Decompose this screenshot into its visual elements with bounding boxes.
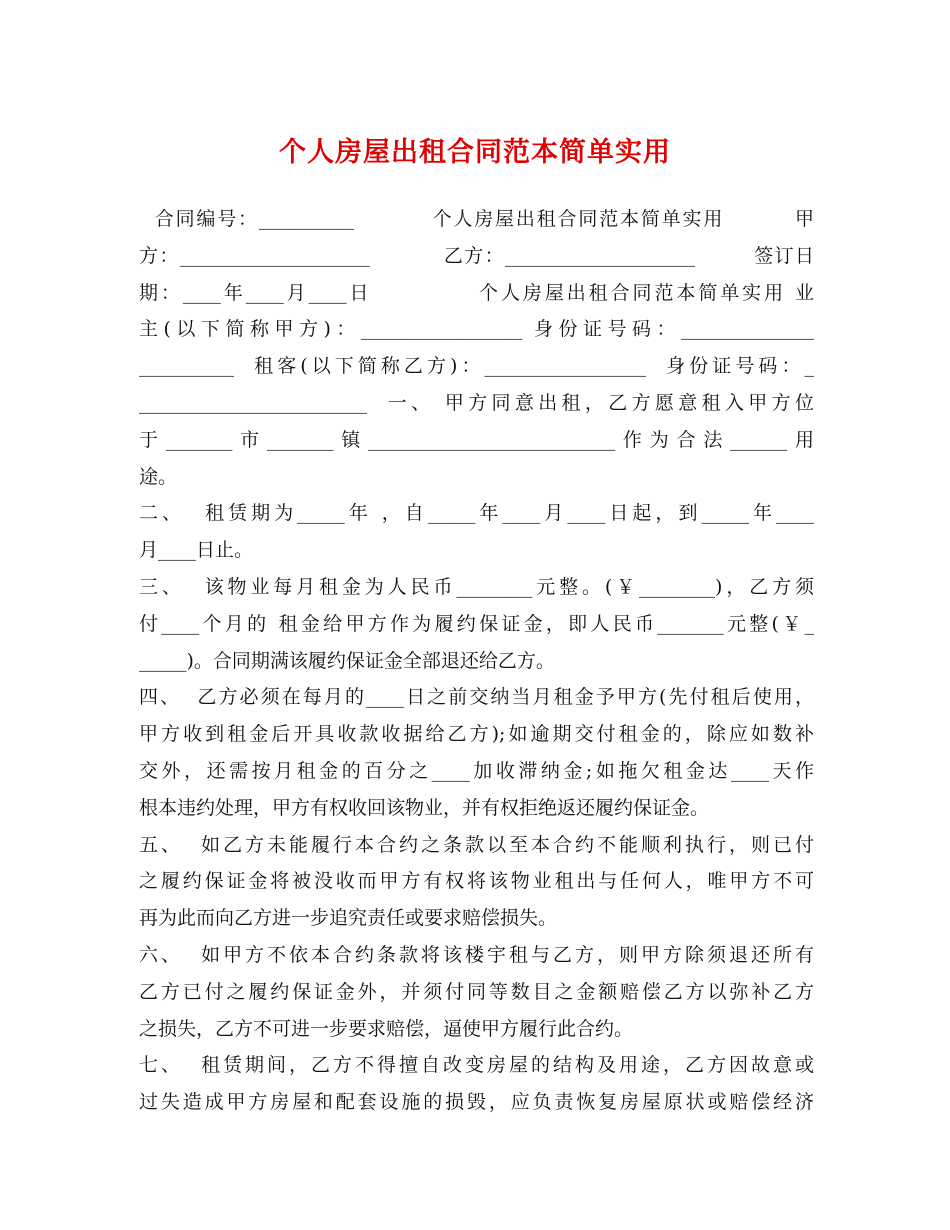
text-line: 月____日止。 — [139, 539, 254, 562]
text-line: 之损失，乙方不可进一步要求赔偿，逼使甲方履行此合约。 — [139, 1017, 634, 1040]
text-line: 方：____________________ 乙方：____________________ 签订日 — [139, 244, 814, 267]
text-line: 交外，还需按月租金的百分之____加收滞纳金;如拖欠租金达____天作 — [139, 759, 814, 782]
text-line: 六、 如甲方不依本合约条款将该楼宇租与乙方，则甲方除须退还所有 — [139, 943, 814, 966]
text-line: 二、 租赁期为_____年 ，自_____年____月____日起，到_____年____ — [139, 502, 814, 525]
document-title: 个人房屋出租合同范本简单实用 — [279, 137, 671, 168]
text-line: 甲方收到租金后开具收款收据给乙方);如逾期交付租金的，除应如数补 — [139, 723, 814, 746]
text-line: _____)。合同期满该履约保证金全部退还给乙方。 — [139, 649, 555, 672]
text-line: ________________________ 一、 甲方同意出租，乙方愿意租入甲方位 — [139, 391, 814, 414]
text-line: 根本违约处理，甲方有权收回该物业，并有权拒绝返还履约保证金。 — [139, 796, 710, 819]
text-line: 付____个月的 租金给甲方作为履约保证金，即人民币_______元整(￥_ — [139, 612, 814, 635]
text-line: 过失造成甲方房屋和配套设施的损毁，应负责恢复房屋原状或赔偿经济 — [139, 1091, 814, 1114]
text-line: 之履约保证金将被没收而甲方有权将该物业租出与任何人，唯甲方不可 — [139, 870, 814, 893]
text-line: 四、 乙方必须在每月的____日之前交纳当月租金予甲方(先付租后使用， — [139, 686, 814, 709]
text-line: 途。 — [139, 465, 178, 488]
text-line: 再为此而向乙方进一步追究责任或要求赔偿损失。 — [139, 907, 558, 930]
text-line: 于_______市_______镇__________________________作为合法______用 — [139, 428, 814, 451]
text-line: 主(以下简称甲方)：_________________ 身份证号码：______________ — [139, 318, 814, 341]
text-line: __________ 租客(以下简称乙方)：_________________ 身份证号码：_ — [139, 355, 814, 378]
text-line: 五、 如乙方未能履行本合约之条款以至本合约不能顺利执行，则已付 — [139, 833, 814, 856]
contract-body — [139, 201, 814, 1121]
text-line: 三、 该物业每月租金为人民币________元整。(￥________)，乙方须 — [139, 575, 814, 598]
text-line: 期：____年____月____日 个人房屋出租合同范本简单实用 业 — [139, 281, 814, 304]
text-line: 合同编号：__________ 个人房屋出租合同范本简单实用 甲 — [139, 208, 814, 230]
text-line: 乙方已付之履约保证金外，并须付同等数目之金额赔偿乙方以弥补乙方 — [139, 980, 814, 1003]
text-line: 七、 租赁期间，乙方不得擅自改变房屋的结构及用途，乙方因故意或 — [139, 1054, 814, 1077]
